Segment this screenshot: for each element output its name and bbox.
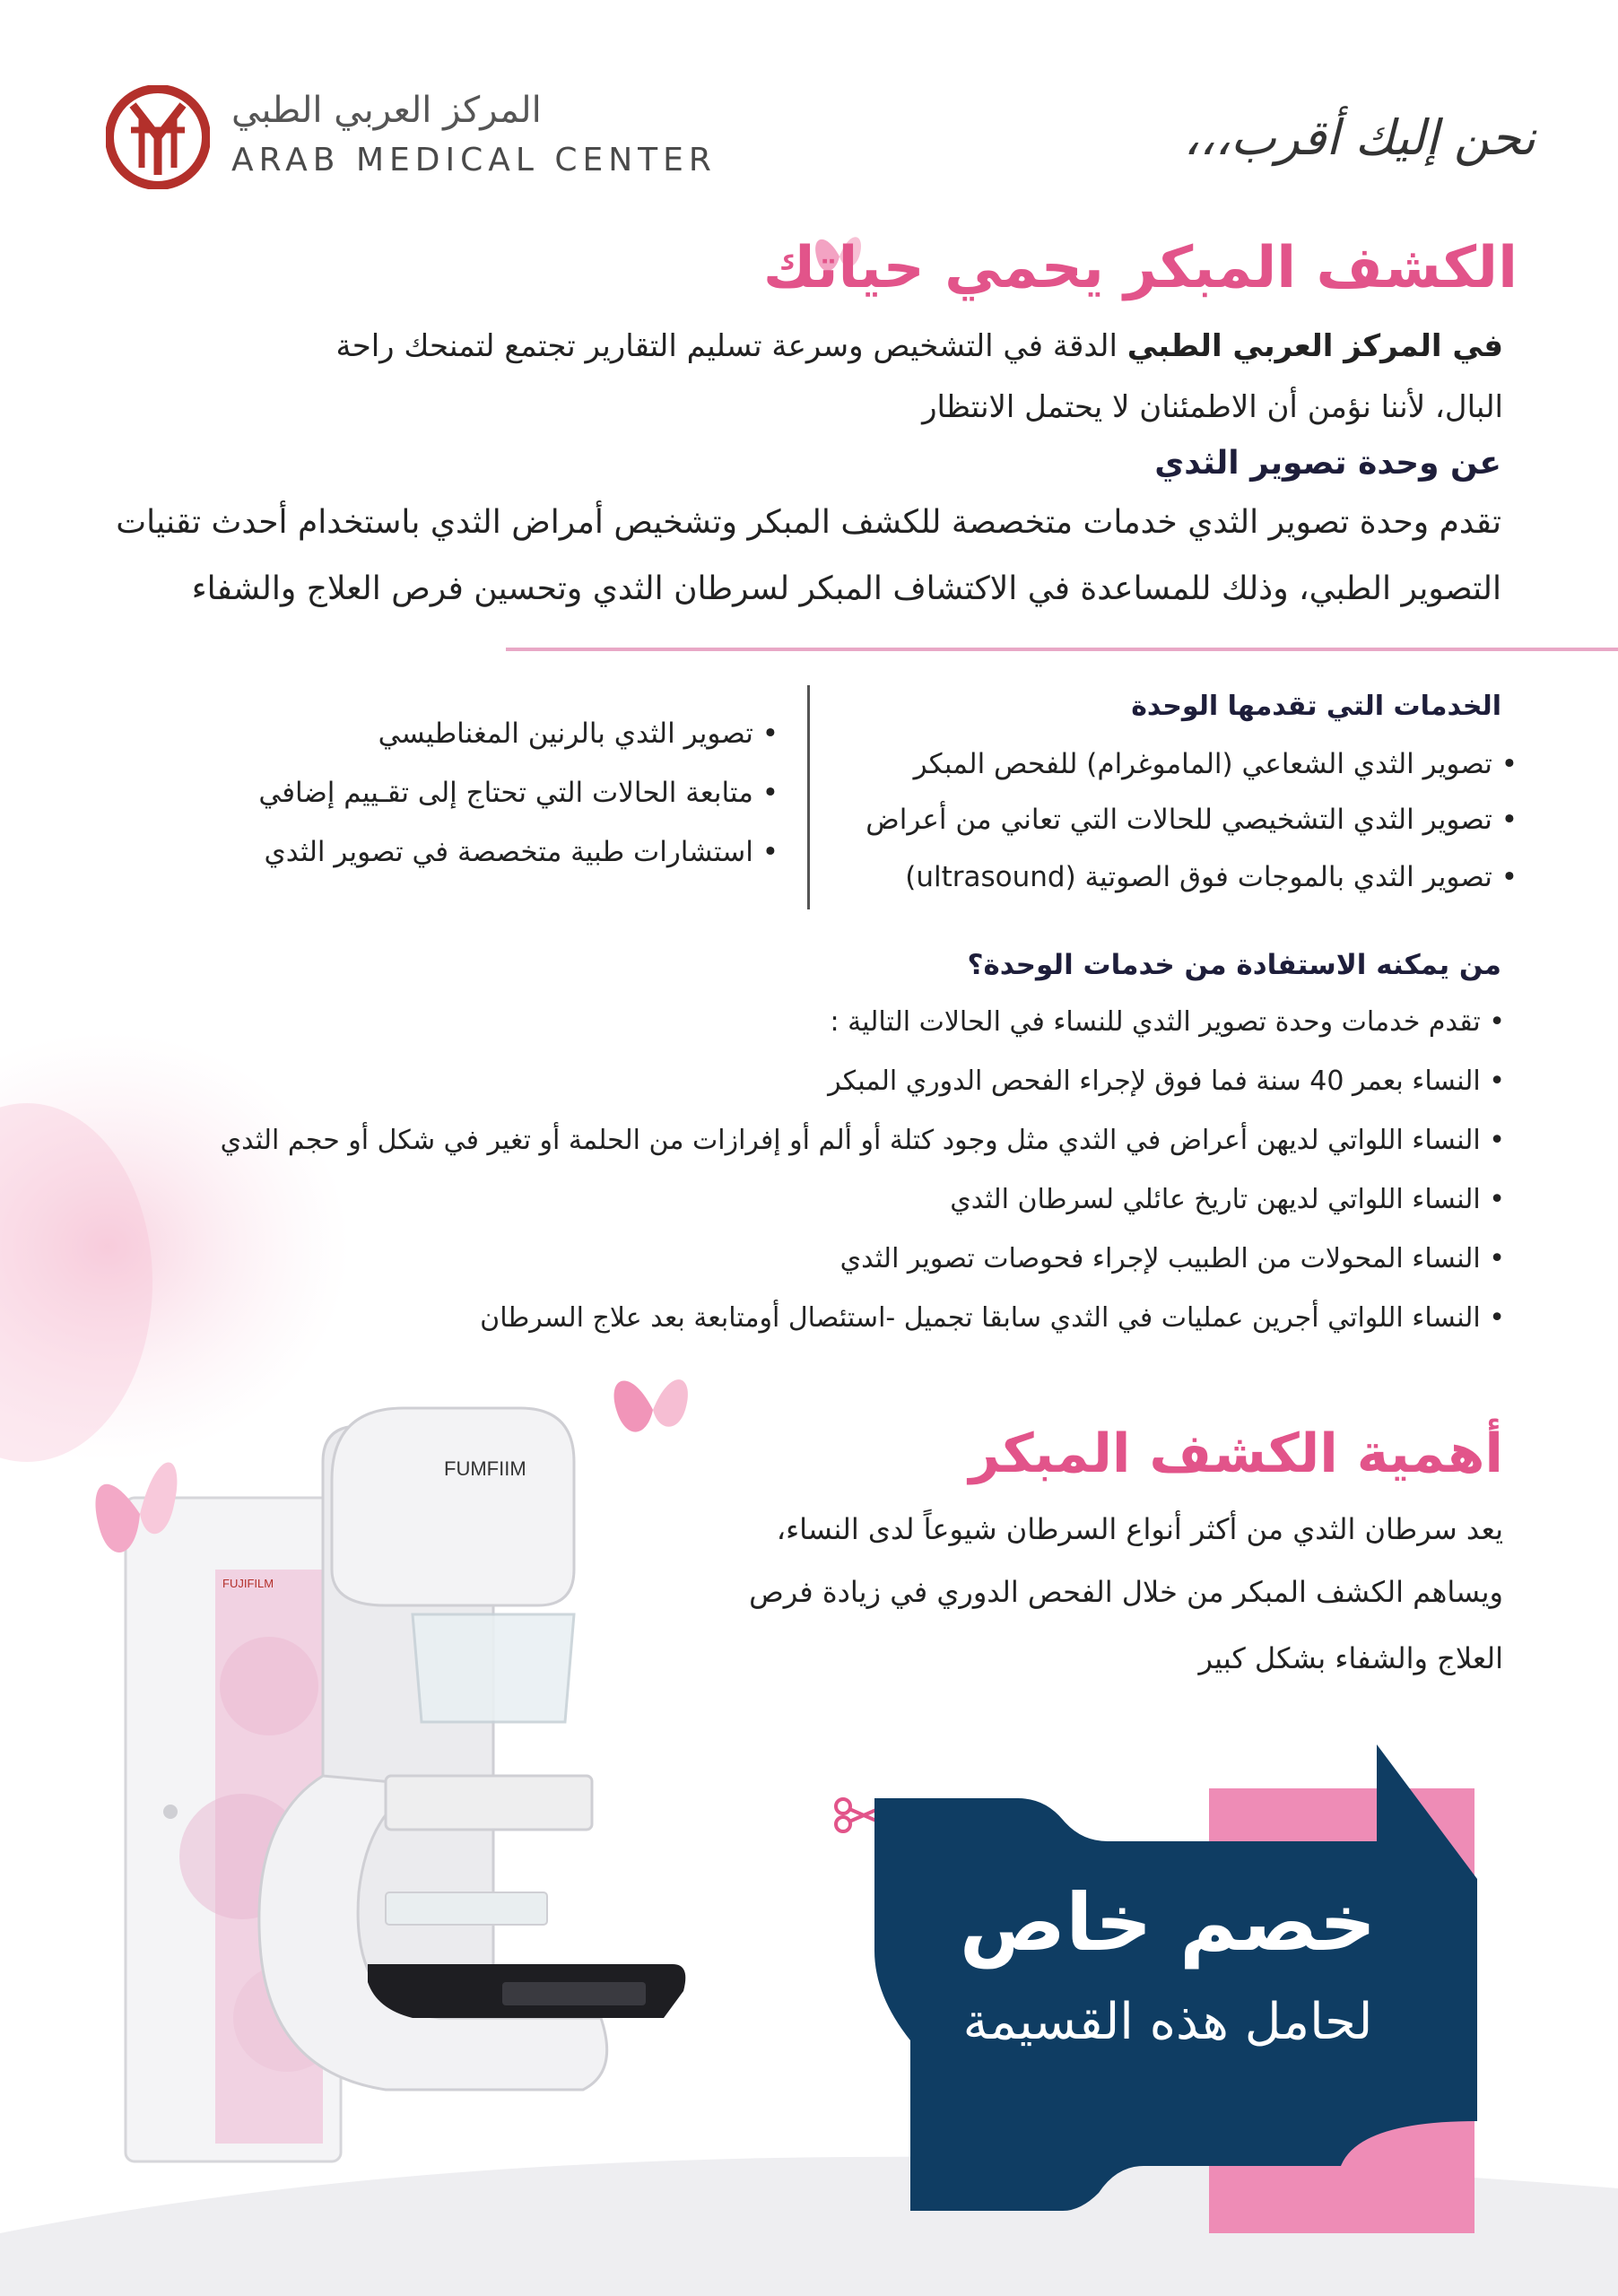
eligibility-item: • النساء المحولات من الطبيب لإجراء فحوصات تصوير الثدي (840, 1243, 1505, 1274)
coupon-headline: خصم خاص (959, 1876, 1377, 1969)
section-divider (506, 648, 1618, 651)
butterfly-icon (86, 1433, 187, 1573)
tagline: نحن إليك أقرب،،، (1183, 109, 1535, 166)
importance-line-3: العلاج والشفاء بشكل كبير (1198, 1641, 1503, 1675)
service-item: • استشارات طبية متخصصة في تصوير الثدي (265, 836, 779, 868)
about-heading: عن وحدة تصوير الثدي (1154, 445, 1501, 482)
butterfly-icon (603, 1354, 700, 1458)
service-item: • متابعة الحالات التي تحتاج إلى تقـييم إضافي (258, 777, 779, 809)
eligibility-item: • النساء اللواتي أجرين عمليات في الثدي سابقا تجميل -استئصال أومتابعة بعد علاج السرطان (480, 1302, 1505, 1334)
logo-text-arabic: المركز العربي الطبي (231, 90, 542, 131)
machine-side-brand-label: FUJIFILM (222, 1577, 274, 1590)
eligibility-heading: من يمكنه الاستفادة من خدمات الوحدة؟ (967, 949, 1501, 981)
services-heading: الخدمات التي تقدمها الوحدة (1131, 691, 1501, 722)
service-item: • تصوير الثدي بالرنين المغناطيسي (378, 718, 779, 750)
service-item: • تصوير الثدي بالموجات فوق الصوتية (ultrasound) (905, 861, 1518, 893)
eligibility-item: • النساء بعمر 40 سنة فما فوق لإجراء الفحص الدوري المبكر (828, 1065, 1505, 1097)
main-title: الكشف المبكر يحمي حياتك (762, 235, 1518, 301)
mammography-machine-illustration (117, 1390, 762, 2197)
coupon-subline: لحامل هذه القسيمة (962, 1993, 1373, 2051)
importance-line-1: يعد سرطان الثدي من أكثر أنواع السرطان شيوعاً لدى النساء، (776, 1512, 1503, 1546)
service-item: • تصوير الثدي التشخيصي للحالات التي تعاني من أعراض (866, 804, 1518, 836)
about-line-2: التصوير الطبي، وذلك للمساعدة في الاكتشاف المبكر لسرطان الثدي وتحسين فرص العلاج والشفاء (191, 570, 1501, 607)
eligibility-item: • تقدم خدمات وحدة تصوير الثدي للنساء في الحالات التالية : (830, 1006, 1505, 1038)
intro-line-2: البال، لأننا نؤمن أن الاطمئنان لا يحتمل الانتظار (922, 389, 1503, 425)
about-line-1: تقدم وحدة تصوير الثدي خدمات متخصصة للكشف المبكر وتشخيص أمراض الثدي باستخدام أحدث تقنيات (116, 504, 1501, 541)
coupon-ticket[interactable] (874, 1744, 1484, 2211)
intro-line-1 (335, 328, 1503, 364)
logo-mark-icon (106, 85, 210, 189)
machine-brand-label: FUMFIIM (444, 1457, 526, 1480)
service-item: • تصوير الثدي الشعاعي (الماموغرام) للفحص المبكر (914, 748, 1518, 780)
intro-bold-text: في المركز العربي الطبي (1127, 328, 1503, 364)
eligibility-item: • النساء اللواتي لديهن تاريخ عائلي لسرطان الثدي (950, 1184, 1505, 1215)
importance-title: أهمية الكشف المبكر (969, 1422, 1503, 1485)
eligibility-item: • النساء اللواتي لديهن أعراض في الثدي مثل وجود كتلة أو ألم أو إفرازات من الحلمة أو تغير في شكل أو حجم الثدي (221, 1125, 1505, 1156)
intro-line-1-rest: الدقة في التشخيص وسرعة تسليم التقارير تجتمع لتمنحك راحة (335, 328, 1127, 364)
logo-text-english: ARAB MEDICAL CENTER (231, 142, 717, 178)
column-separator (807, 685, 810, 909)
importance-line-2: ويساهم الكشف المبكر من خلال الفحص الدوري في زيادة فرص (749, 1575, 1503, 1609)
